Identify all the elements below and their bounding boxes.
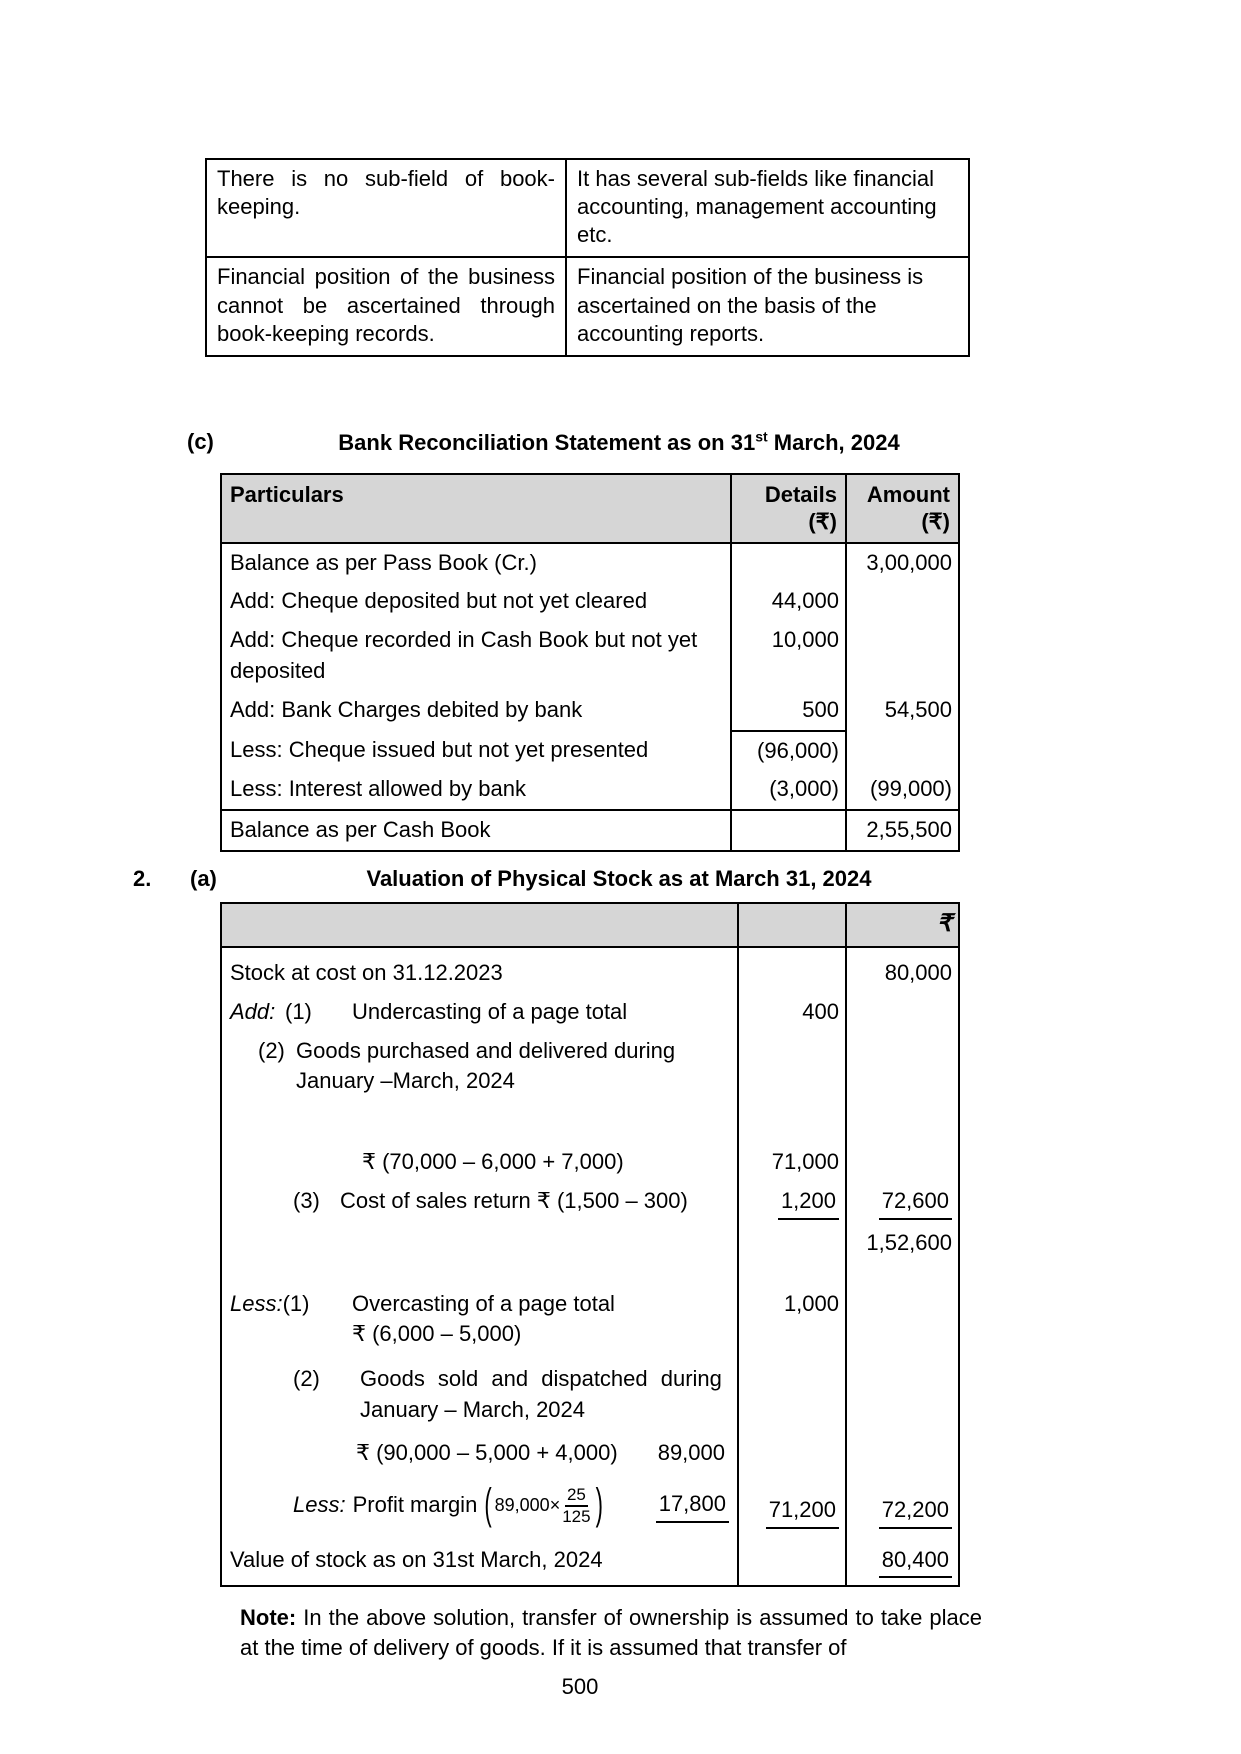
spacer-cell [221, 1263, 738, 1285]
valuation-cell-particulars [221, 1473, 738, 1537]
spacer-cell [846, 1263, 959, 1285]
brs-col-details-label: Details [764, 481, 837, 507]
brs-cell-details: 10,000 [731, 621, 846, 691]
valuation-table [220, 902, 960, 1587]
table-row [221, 1473, 959, 1537]
brs-col-details-currency: (₹) [808, 509, 837, 535]
less-label: Less: [293, 1492, 346, 1518]
valuation-cell-particulars: Stock at cost on 31.12.2023 [221, 947, 738, 993]
table-row [206, 257, 969, 355]
table-row [221, 1537, 959, 1587]
brs-col-amount-label: Amount [866, 481, 950, 507]
brs-cell-details [731, 810, 846, 851]
brs-cell-particulars: Add: Cheque recorded in Cash Book but not yet deposited [221, 621, 731, 691]
brs-col-particulars: Particulars [221, 474, 731, 543]
table-row [221, 810, 959, 851]
table-row [221, 1143, 959, 1182]
valuation-cell-details: 71,000 [738, 1143, 846, 1182]
base-amount: 89,000 [494, 1495, 550, 1516]
brs-cell-amount [846, 621, 959, 691]
brs-title-sup: st [755, 428, 768, 445]
valuation-cell-particulars [221, 1032, 738, 1104]
valuation-cell-details [738, 1032, 846, 1104]
item-text-line1: Goods sold and dispatched during [360, 1366, 722, 1392]
less-prefix [230, 1289, 352, 1320]
valuation-cell-amount: 80,000 [846, 947, 959, 993]
item-number: (2) [293, 1366, 320, 1392]
brs-cell-amount [846, 731, 959, 771]
brs-cell-details: 500 [731, 691, 846, 731]
valuation-cell-amount [846, 1537, 959, 1587]
table-row [221, 543, 959, 583]
brs-cell-particulars: Less: Interest allowed by bank [221, 770, 731, 810]
valuation-cell-details: 400 [738, 993, 846, 1032]
valuation-title: Valuation of Physical Stock as at March 31, 2024 [366, 866, 872, 892]
brs-cell-amount [846, 582, 959, 621]
valuation-cell-details: 1,000 [738, 1285, 846, 1355]
valuation-cell-details [738, 1473, 846, 1537]
item-text [360, 1364, 722, 1426]
valuation-cell-particulars [221, 1430, 738, 1473]
valuation-cell-amount [846, 1430, 959, 1473]
close-paren: ) [595, 1478, 603, 1529]
brs-cell-amount: 54,500 [846, 691, 959, 731]
table-row [221, 1354, 959, 1430]
item-text: Undercasting of a page total [352, 998, 628, 1024]
underlined-amount: 17,800 [656, 1489, 729, 1523]
add-prefix: Add: [230, 998, 276, 1024]
note [240, 1603, 982, 1661]
spacer-row [221, 1263, 959, 1285]
less-label: Less: [230, 1290, 283, 1316]
valuation-cell-amount [846, 1032, 959, 1104]
table-row [221, 947, 959, 993]
underlined-amount: 72,200 [879, 1495, 952, 1529]
item-text-line2: January –March, 2024 [296, 1068, 515, 1094]
item-number: (1) [285, 998, 312, 1024]
brs-cell-particulars: Add: Bank Charges debited by bank [221, 691, 731, 731]
brs-cell-details [731, 543, 846, 583]
underlined-amount: 80,400 [879, 1545, 952, 1579]
valuation-cell-details [738, 947, 846, 993]
valuation-cell-details [738, 1224, 846, 1263]
brs-cell-amount: 3,00,000 [846, 543, 959, 583]
underlined-amount: 72,600 [879, 1186, 952, 1220]
table-row [221, 731, 959, 771]
fraction [562, 1485, 590, 1527]
brs-col-amount-currency: (₹) [921, 509, 950, 535]
valuation-cell-details [738, 1354, 846, 1430]
underlined-amount: 71,200 [766, 1495, 839, 1529]
brs-title-main: Bank Reconciliation Statement as on 31 [338, 430, 756, 456]
valuation-header-details [738, 903, 846, 947]
brs-cell-particulars: Less: Cheque issued but not yet presented [221, 731, 731, 771]
item-text: Profit margin [352, 1492, 478, 1518]
spacer-cell [846, 1103, 959, 1143]
brs-col-details [731, 474, 846, 543]
item-number: (1) [282, 1290, 310, 1316]
valuation-cell-particulars [221, 993, 738, 1032]
item-text-line2: January – March, 2024 [360, 1396, 586, 1422]
valuation-cell-details [738, 1537, 846, 1587]
valuation-cell-amount [846, 1354, 959, 1430]
item-text-line1: Goods purchased and delivered during [296, 1037, 676, 1063]
item-text: Cost of sales return ₹ (1,500 – 300) [340, 1188, 688, 1213]
valuation-cell-particulars [221, 1224, 738, 1263]
valuation-header-currency [846, 903, 959, 947]
note-label: Note: [240, 1605, 297, 1631]
valuation-cell-amount [846, 1182, 959, 1224]
brs-cell-amount: 2,55,500 [846, 810, 959, 851]
rupee-symbol: ₹ [936, 911, 952, 938]
table-row [221, 691, 959, 731]
table-row [221, 770, 959, 810]
valuation-heading-label: (a) [190, 866, 217, 892]
valuation-cell-particulars: Value of stock as on 31st March, 2024 [221, 1537, 738, 1587]
page-number: 500 [561, 1673, 599, 1699]
table-row [221, 1430, 959, 1473]
valuation-cell-amount [846, 1473, 959, 1537]
valuation-cell-details [738, 1430, 846, 1473]
brs-table [220, 473, 960, 852]
table-row [221, 582, 959, 621]
table-row [221, 1032, 959, 1104]
fraction-denominator: 125 [562, 1507, 591, 1527]
brs-cell-particulars: Balance as per Pass Book (Cr.) [221, 543, 731, 583]
item-text [296, 1036, 675, 1098]
valuation-cell-particulars: ₹ (70,000 – 6,000 + 7,000) [221, 1143, 738, 1182]
valuation-header-particulars [221, 903, 738, 947]
valuation-cell-details [738, 1182, 846, 1224]
valuation-question-number: 2. [133, 866, 152, 892]
brs-heading-label: (c) [187, 428, 214, 454]
multiply-sign: × [549, 1495, 561, 1516]
brs-heading [187, 428, 988, 457]
item-text-line2: ₹ (6,000 – 5,000) [352, 1321, 522, 1347]
inner-amount: 89,000 [657, 1439, 725, 1465]
table-row [206, 159, 969, 257]
brs-title [338, 430, 899, 455]
comparison-cell-right: It has several sub-fields like financial accounting, management accounting etc. [566, 159, 969, 257]
brs-title-tail: March, 2024 [767, 430, 900, 456]
profit-margin-expression [481, 1478, 606, 1529]
valuation-heading [133, 866, 988, 892]
comparison-cell-left: Financial position of the business cannot be ascertained through book-keeping records. [206, 257, 566, 355]
brs-cell-particulars: Add: Cheque deposited but not yet cleared [221, 582, 731, 621]
comparison-cell-right: Financial position of the business is ascertained on the basis of the accounting reports. [566, 257, 969, 355]
brs-col-amount [846, 474, 959, 543]
item-number: (3) [293, 1188, 320, 1213]
table-header-row [221, 474, 959, 543]
table-row [221, 621, 959, 691]
valuation-cell-amount: 1,52,600 [846, 1224, 959, 1263]
table-header-row [221, 903, 959, 947]
item-text-line1: Overcasting of a page total [352, 1290, 615, 1316]
valuation-cell-amount [846, 993, 959, 1032]
valuation-cell-amount [846, 1143, 959, 1182]
valuation-cell-particulars [221, 1354, 738, 1430]
expression-text: ₹ (90,000 – 5,000 + 4,000) [356, 1439, 618, 1465]
table-row [221, 993, 959, 1032]
brs-cell-details: (96,000) [731, 731, 846, 771]
table-row [221, 1182, 959, 1224]
note-text: In the above solution, transfer of ownership is assumed to take place at the time of delivery of goods. If it is assumed that transfer of [240, 1605, 982, 1660]
spacer-cell [738, 1263, 846, 1285]
valuation-cell-amount [846, 1285, 959, 1355]
underlined-amount: 1,200 [778, 1186, 839, 1220]
table-row [221, 1285, 959, 1355]
brs-cell-amount: (99,000) [846, 770, 959, 810]
valuation-cell-particulars [221, 1285, 738, 1355]
spacer-row [221, 1103, 959, 1143]
valuation-cell-particulars [221, 1182, 738, 1224]
spacer-cell [221, 1103, 738, 1143]
comparison-cell-left: There is no sub-field of book-keeping. [206, 159, 566, 257]
spacer-cell [738, 1103, 846, 1143]
brs-cell-details: 44,000 [731, 582, 846, 621]
fraction-numerator: 25 [565, 1485, 588, 1508]
comparison-table [205, 158, 970, 357]
brs-cell-details: (3,000) [731, 770, 846, 810]
open-paren: ( [484, 1478, 492, 1529]
brs-cell-particulars: Balance as per Cash Book [221, 810, 731, 851]
item-number: (2) [258, 1037, 285, 1063]
table-row [221, 1224, 959, 1263]
item-text [352, 1289, 615, 1351]
